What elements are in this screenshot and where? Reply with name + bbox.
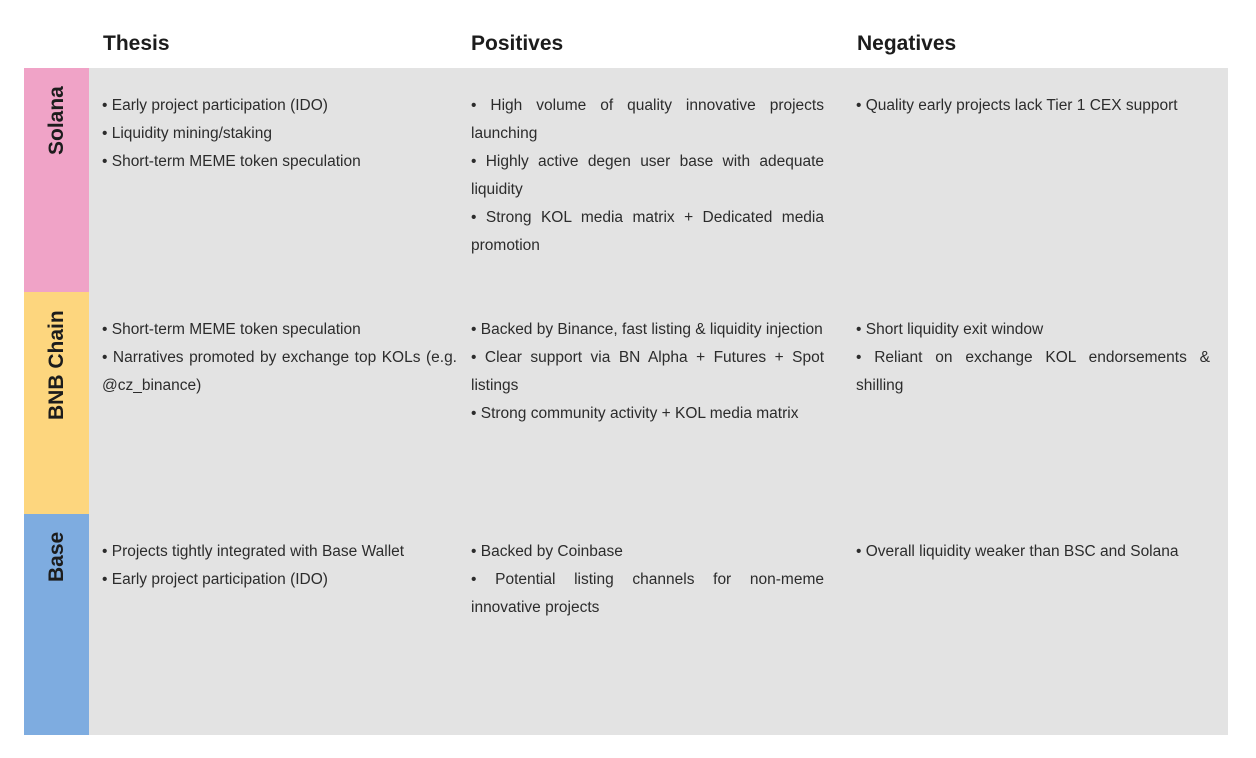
list-item: • Short liquidity exit window — [856, 321, 1044, 338]
row-label-solana — [24, 68, 89, 292]
row-base — [24, 514, 1228, 735]
cell-negatives — [856, 92, 1210, 120]
header-positives: Positives — [471, 32, 564, 55]
list-item: • Backed by Binance, fast listing & liquidity injection — [471, 321, 823, 338]
list-item: • Highly active degen user base with adequate liquidity — [471, 153, 824, 198]
list-item: • Early project participation (IDO) — [102, 97, 328, 114]
cell-positives — [471, 316, 824, 428]
list-item: • Clear support via BN Alpha + Futures + Spot listings — [471, 349, 824, 394]
header-negatives: Negatives — [857, 32, 957, 55]
cell-thesis — [102, 92, 457, 176]
cell-negatives — [856, 316, 1210, 400]
row-label-bnb-chain — [24, 292, 89, 514]
list-item: • Reliant on exchange KOL endorsements & shilling — [856, 349, 1210, 394]
cell-positives — [471, 92, 824, 260]
cell-negatives — [856, 538, 1210, 566]
list-item: • Backed by Coinbase — [471, 543, 623, 560]
list-item: • Overall liquidity weaker than BSC and Solana — [856, 543, 1179, 560]
row-label-text: BNB Chain — [44, 310, 68, 420]
row-label-base — [24, 514, 89, 735]
list-item: • Projects tightly integrated with Base Wallet — [102, 543, 405, 560]
list-item: • Narratives promoted by exchange top KOLs (e.g. @cz_binance) — [102, 349, 457, 394]
row-bnb-chain — [24, 292, 1228, 514]
list-item: • Strong community activity + KOL media matrix — [471, 405, 799, 422]
list-item: • Early project participation (IDO) — [102, 571, 328, 588]
cell-thesis — [102, 316, 457, 400]
row-label-text: Solana — [44, 86, 68, 155]
list-item: • Potential listing channels for non-meme innovative projects — [471, 571, 824, 616]
list-item: • Short-term MEME token speculation — [102, 153, 361, 170]
list-item: • Strong KOL media matrix + Dedicated media promotion — [471, 209, 824, 254]
row-label-text: Base — [44, 531, 68, 582]
cell-positives — [471, 538, 824, 622]
list-item: • Quality early projects lack Tier 1 CEX support — [856, 97, 1178, 114]
row-solana — [24, 68, 1228, 292]
cell-thesis — [102, 538, 457, 594]
list-item: • High volume of quality innovative projects launching — [471, 97, 824, 142]
header-thesis: Thesis — [103, 32, 170, 55]
list-item: • Short-term MEME token speculation — [102, 321, 361, 338]
list-item: • Liquidity mining/staking — [102, 125, 272, 142]
